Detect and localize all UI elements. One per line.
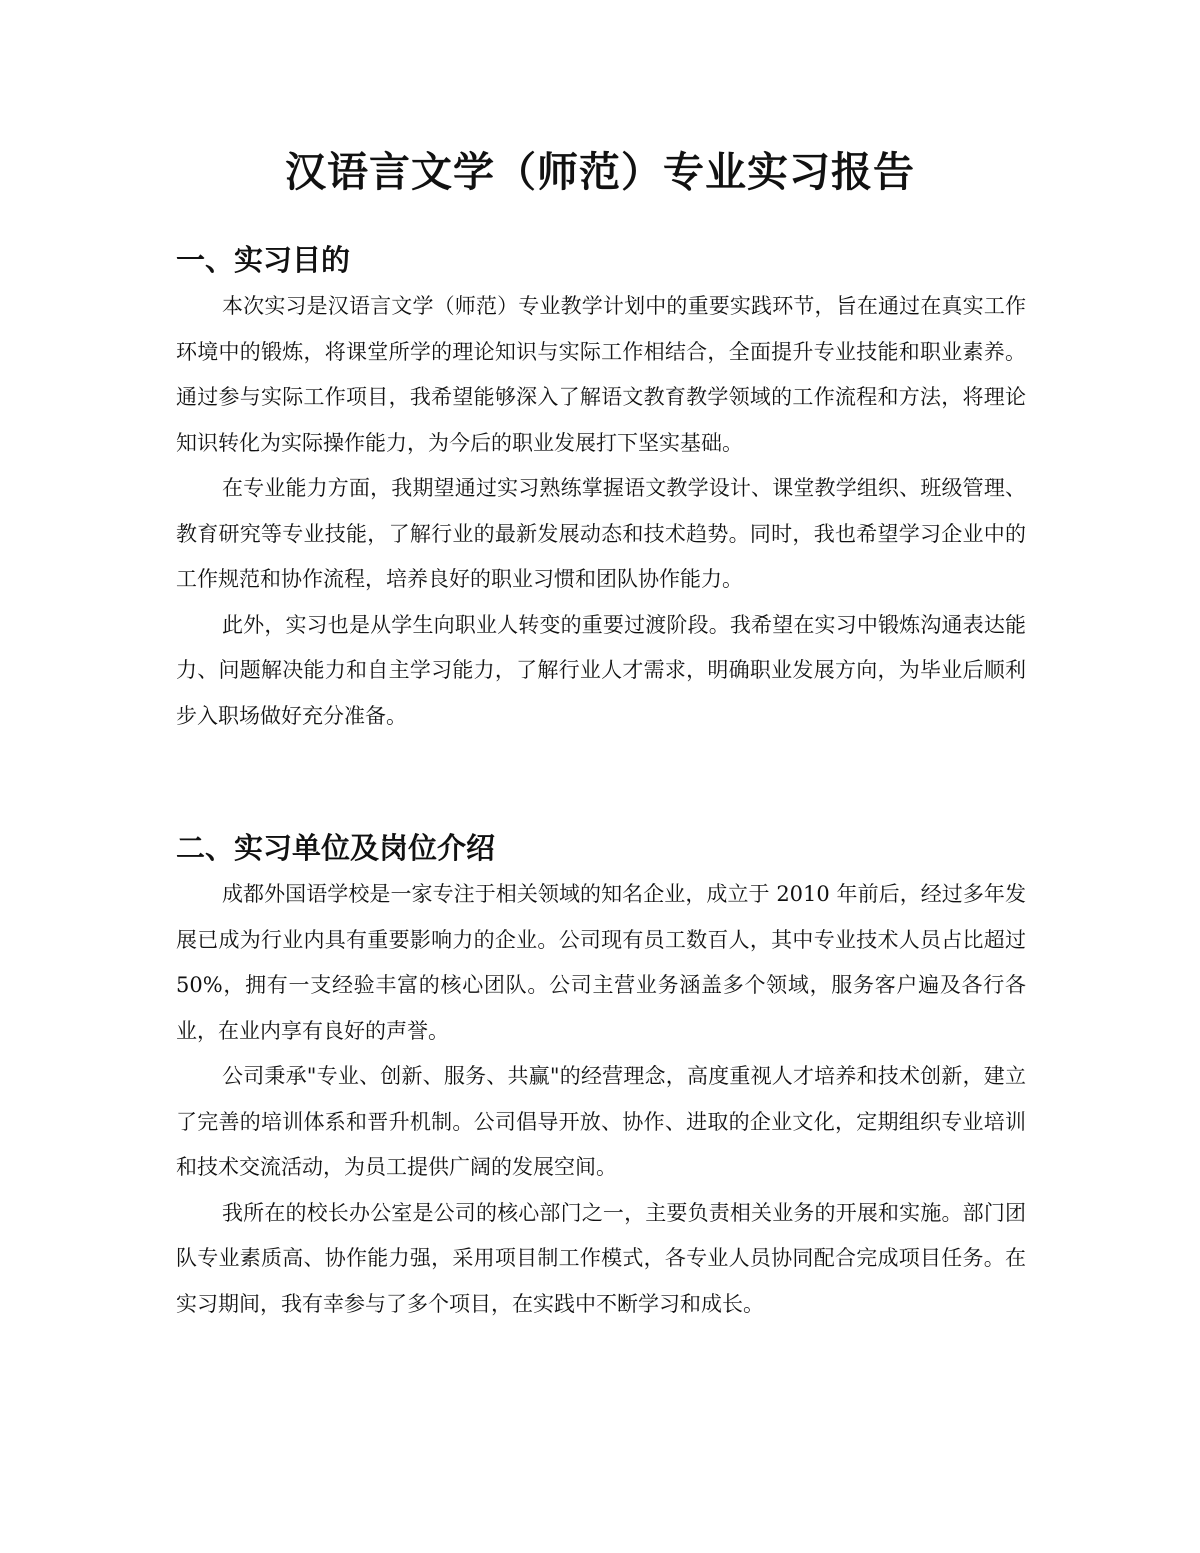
section-internship-unit-and-position	[176, 826, 1026, 1327]
section-heading: 一、实习目的	[176, 243, 351, 277]
paragraph: 本次实习是汉语言文学（师范）专业教学计划中的重要实践环节，旨在通过在真实工作环境中的锻炼，将课堂所学的理论知识与实际工作相结合，全面提升专业技能和职业素养。通过参与实际工作项目，我希望能够深入了解语文教育教学领域的工作流程和方法，将理论知识转化为实际操作能力，为今后的职业发展打下坚实基础。	[176, 294, 1026, 455]
paragraph: 我所在的校长办公室是公司的核心部门之一，主要负责相关业务的开展和实施。部门团队专业素质高、协作能力强，采用项目制工作模式，各专业人员协同配合完成项目任务。在实习期间，我有幸参与了多个项目，在实践中不断学习和成长。	[176, 1200, 1026, 1316]
section-internship-purpose	[176, 238, 1026, 739]
paragraph: 公司秉承"专业、创新、服务、共赢"的经营理念，高度重视人才培养和技术创新，建立了完善的培训体系和晋升机制。公司倡导开放、协作、进取的企业文化，定期组织专业培训和技术交流活动，为员工提供广阔的发展空间。	[176, 1064, 1026, 1179]
section-heading: 二、实习单位及岗位介绍	[176, 831, 496, 865]
paragraph: 此外，实习也是从学生向职业人转变的重要过渡阶段。我希望在实习中锻炼沟通表达能力、问题解决能力和自主学习能力，了解行业人才需求，明确职业发展方向，为毕业后顺利步入职场做好充分准备。	[176, 612, 1026, 728]
document-title: 汉语言文学（师范）专业实习报告	[285, 148, 915, 196]
paragraph: 成都外国语学校是一家专注于相关领域的知名企业，成立于 2010 年前后，经过多年发展已成为行业内具有重要影响力的企业。公司现有员工数百人，其中专业技术人员占比超过 50%，拥有一支经验丰富的核心团队。公司主营业务涵盖多个领域，服务客户遍及各行各业，在业内享有良好的声誉。	[176, 882, 1026, 1043]
paragraph: 在专业能力方面，我期望通过实习熟练掌握语文教学设计、课堂教学组织、班级管理、教育研究等专业技能，了解行业的最新发展动态和技术趋势。同时，我也希望学习企业中的工作规范和协作流程，培养良好的职业习惯和团队协作能力。	[176, 476, 1026, 591]
